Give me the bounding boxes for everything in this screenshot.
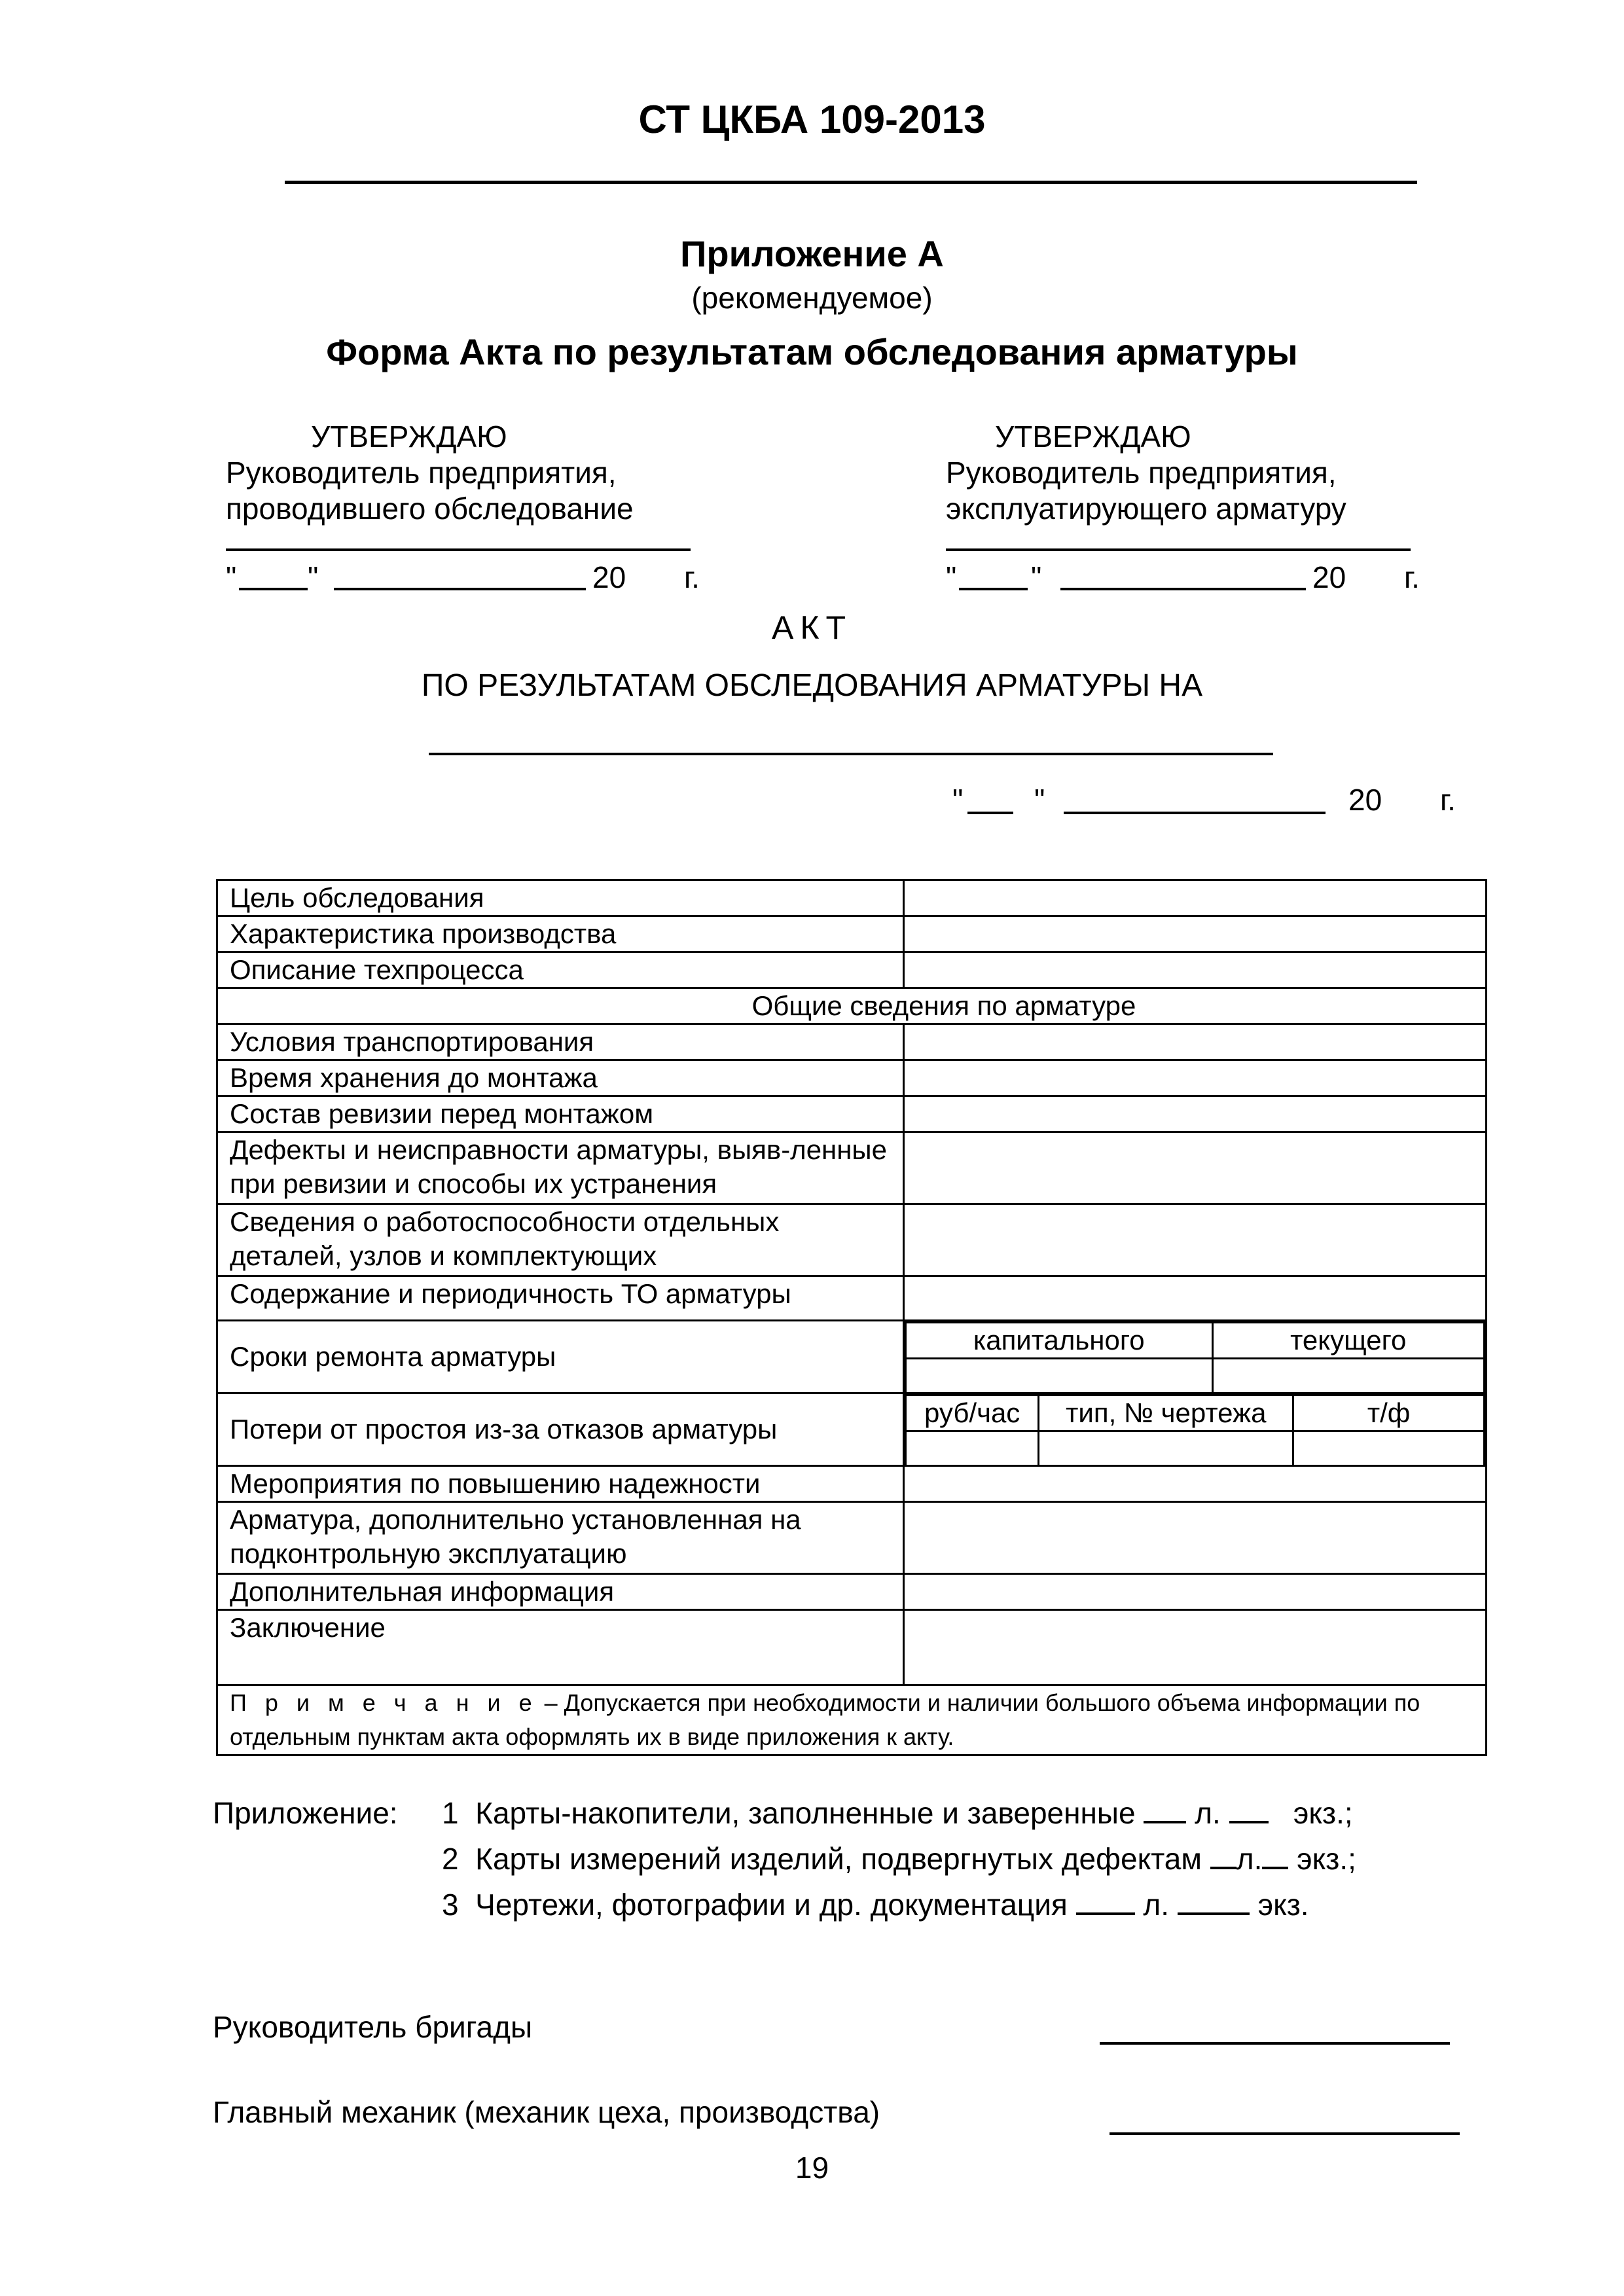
copies-blank[interactable] [1229, 1795, 1269, 1823]
date-quote-close: " [308, 560, 319, 594]
act-date-day-blank[interactable] [967, 812, 1013, 814]
row-label: Сведения о работоспособности отдельных деталей, узлов и комплектующих [217, 1204, 904, 1276]
row-label: Арматура, дополнительно установленная на подконтрольную эксплуатацию [217, 1502, 904, 1574]
current-repair-value[interactable] [1212, 1359, 1484, 1393]
row-value-cell[interactable] [904, 1132, 1487, 1204]
current-repair-header: текущего [1212, 1323, 1484, 1359]
row-label: Состав ревизии перед монтажом [217, 1096, 904, 1132]
row-value-cell[interactable] [904, 1060, 1487, 1096]
year-suffix: г. [684, 560, 700, 594]
row-label: Характеристика производства [217, 916, 904, 952]
attachment-item [442, 1836, 1489, 1882]
row-label: Мероприятия по повышению надежности [217, 1466, 904, 1502]
approval-right [946, 419, 1346, 527]
tf-value[interactable] [1293, 1431, 1485, 1465]
signature-line-brigade-leader[interactable] [1100, 2042, 1450, 2045]
row-label: Содержание и периодичность ТО арматуры [217, 1276, 904, 1321]
row-value-cell[interactable] [904, 880, 1487, 916]
approver-title-line1: Руководитель предприятия, [946, 456, 1337, 490]
row-value-cell[interactable] [904, 1466, 1487, 1502]
row-value-cell[interactable] [904, 952, 1487, 988]
attachment-text: Карты измерений изделий, подвергнутых дефектам [475, 1842, 1202, 1876]
row-value-cell[interactable] [904, 1276, 1487, 1321]
downtime-losses-label: Потери от простоя из-за отказов арматуры [217, 1393, 904, 1466]
approver-title-line2: эксплуатирующего арматуру [946, 492, 1346, 526]
row-label: Дефекты и неисправности арматуры, выяв-ленные при ревизии и способы их устранения [217, 1132, 904, 1204]
table-note [217, 1685, 1487, 1755]
type-drawing-no-header: тип, № чертежа [1039, 1395, 1293, 1431]
appendix-subtitle: (рекомендуемое) [691, 281, 933, 315]
attachment-text: Карты-накопители, заполненные и заверенные [475, 1796, 1136, 1830]
year-suffix: г. [1404, 560, 1420, 594]
row-label: Заключение [217, 1610, 904, 1685]
downtime-losses-cell [904, 1393, 1487, 1466]
copies-unit: экз.; [1293, 1796, 1353, 1830]
tf-header: т/ф [1293, 1395, 1485, 1431]
sheets-unit: л. [1143, 1888, 1170, 1922]
appendix-title: Приложение А [680, 233, 944, 274]
capital-repair-header: капитального [906, 1323, 1213, 1359]
note-text: – Допускается при необходимости и наличии большого объема информации по отдельным пунктам акта оформлять их в виде приложения к акту. [230, 1689, 1420, 1750]
attachment-number: 2 [442, 1842, 459, 1876]
sheets-blank[interactable] [1210, 1840, 1236, 1869]
signature-line-right[interactable] [946, 548, 1411, 551]
sheets-blank[interactable] [1144, 1795, 1186, 1823]
attachment-item [442, 1790, 1489, 1836]
act-date-quote-open: " [952, 783, 964, 817]
act-year-suffix: г. [1440, 783, 1456, 817]
repair-terms-subtable [905, 1321, 1485, 1392]
row-value-cell[interactable] [904, 1574, 1487, 1610]
copies-unit: экз.; [1297, 1842, 1356, 1876]
date-quote-open: " [946, 560, 957, 594]
attachment-number: 1 [442, 1796, 459, 1830]
section-header-general: Общие сведения по арматуре [217, 988, 1487, 1024]
capital-repair-value[interactable] [906, 1359, 1213, 1393]
act-object-blank[interactable] [429, 753, 1273, 755]
row-value-cell[interactable] [904, 1096, 1487, 1132]
row-label: Дополнительная информация [217, 1574, 904, 1610]
attachment-item [442, 1882, 1489, 1928]
approver-title-line1: Руководитель предприятия, [226, 456, 617, 490]
approve-label: УТВЕРЖДАЮ [311, 420, 507, 454]
row-label: Описание техпроцесса [217, 952, 904, 988]
sheets-unit: л. [1195, 1796, 1221, 1830]
date-day-blank-right[interactable] [959, 588, 1028, 590]
row-label: Время хранения до монтажа [217, 1060, 904, 1096]
downtime-losses-subtable [905, 1394, 1485, 1465]
standard-code: СТ ЦКБА 109-2013 [638, 98, 986, 141]
form-title: Форма Акта по результатам обследования арматуры [326, 331, 1298, 372]
act-date-month-blank[interactable] [1064, 812, 1326, 814]
copies-unit: экз. [1257, 1888, 1309, 1922]
approver-title-line2: проводившего обследование [226, 492, 634, 526]
signature-line-chief-mechanic[interactable] [1110, 2132, 1460, 2135]
date-month-blank-right[interactable] [1060, 588, 1306, 590]
approve-label: УТВЕРЖДАЮ [995, 420, 1191, 454]
row-value-cell[interactable] [904, 1024, 1487, 1060]
attachments-list [442, 1790, 1489, 1928]
repair-terms-label: Сроки ремонта арматуры [217, 1321, 904, 1393]
year-prefix: 20 [592, 560, 626, 594]
note-label: П р и м е ч а н и е [230, 1689, 538, 1716]
date-quote-close: " [1031, 560, 1042, 594]
row-value-cell[interactable] [904, 916, 1487, 952]
act-title: АКТ [771, 609, 853, 646]
rub-per-hour-header: руб/час [906, 1395, 1039, 1431]
date-month-blank-left[interactable] [334, 588, 586, 590]
act-year-prefix: 20 [1348, 783, 1382, 817]
act-subtitle: ПО РЕЗУЛЬТАТАМ ОБСЛЕДОВАНИЯ АРМАТУРЫ НА [421, 668, 1203, 703]
signature-line-left[interactable] [226, 548, 691, 551]
copies-blank[interactable] [1178, 1886, 1250, 1915]
row-value-cell[interactable] [904, 1204, 1487, 1276]
copies-blank[interactable] [1262, 1840, 1288, 1869]
row-value-cell[interactable] [904, 1502, 1487, 1574]
act-date-quote-close: " [1034, 783, 1045, 817]
row-label: Цель обследования [217, 880, 904, 916]
date-quote-open: " [226, 560, 237, 594]
approval-left [226, 419, 634, 527]
row-label: Условия транспортирования [217, 1024, 904, 1060]
attachment-text: Чертежи, фотографии и др. документация [475, 1888, 1068, 1922]
row-value-cell[interactable] [904, 1610, 1487, 1685]
year-prefix: 20 [1312, 560, 1346, 594]
signature-role: Руководитель бригады [213, 2010, 533, 2044]
header-rule [285, 181, 1417, 184]
type-drawing-no-value[interactable] [1039, 1431, 1293, 1465]
page-number: 19 [795, 2151, 829, 2185]
survey-results-table [216, 879, 1487, 1756]
attachment-number: 3 [442, 1888, 459, 1922]
sheets-blank[interactable] [1076, 1886, 1135, 1915]
attachments-label: Приложение: [213, 1796, 398, 1830]
date-day-blank-left[interactable] [239, 588, 308, 590]
repair-terms-cell [904, 1321, 1487, 1393]
sheets-unit: л. [1236, 1842, 1263, 1876]
signature-role: Главный механик (механик цеха, производства) [213, 2095, 880, 2129]
rub-per-hour-value[interactable] [906, 1431, 1039, 1465]
